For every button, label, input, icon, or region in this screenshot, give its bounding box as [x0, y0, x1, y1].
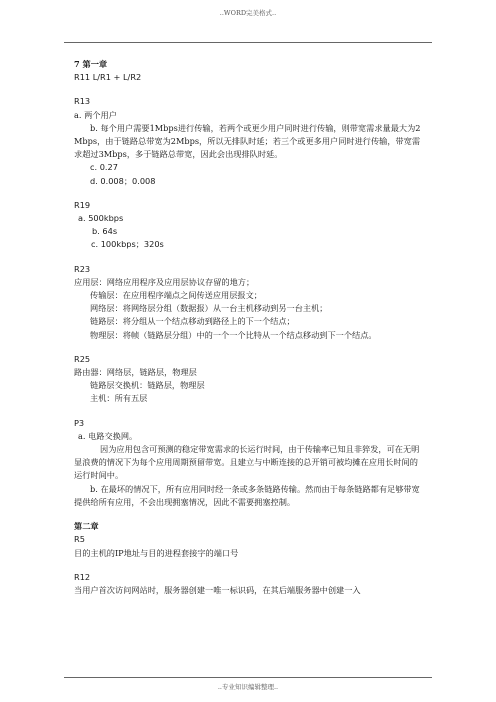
r12-label: R12 — [74, 571, 91, 582]
footer-text: ..专业知识编辑整理.. — [217, 683, 279, 691]
r25-switch: 链路层交换机：链路层，物理层 — [90, 380, 205, 391]
header-text: ..WORD完美格式.. — [219, 9, 277, 17]
r23-application-layer: 应用层：网络应用程序及应用层协议存留的地方； — [74, 276, 255, 287]
r5-answer: 目的主机的IP地址与目的进程套接字的端口号 — [74, 547, 239, 558]
r23-network-layer: 网络层：将网络层分组（数据报）从一台主机移动到另一台主机； — [90, 303, 328, 314]
r23-link-layer: 链路层：将分组从一个结点移动到路径上的下一个结点； — [90, 316, 295, 327]
r12-answer: 当用户首次访问网站时，服务器创建一唯一标识码，在其后端服务器中创建一入 — [74, 584, 361, 595]
p3-part-a-body: 因为应用包含可预测的稳定带宽需求的长运行时间，由于传输率已知且非猝发，可在无明显浪费的情况下为每个应用周期预留带宽。且建立与中断连接的总开销可被均摊在应用长时间的运行时间中。 — [74, 444, 420, 481]
r19-part-c: c. 100kbps；320s — [91, 239, 164, 250]
document-body — [74, 58, 424, 597]
r13-part-a: a. 两个用户 — [74, 109, 117, 120]
chapter-2-title: 第二章 — [74, 521, 99, 532]
chapter-1-title: 7 第一章 — [74, 59, 108, 69]
r23-label: R23 — [74, 263, 91, 274]
r13-part-d: d. 0.008；0.008 — [90, 175, 156, 186]
footer-rule — [64, 677, 432, 678]
r19-part-a: a. 500kbps — [78, 213, 124, 224]
page-footer — [0, 677, 496, 702]
r5-label: R5 — [74, 534, 85, 545]
r19-part-b: b. 64s — [92, 226, 118, 237]
p3-part-b: b. 在最坏的情况下，所有应用同时经一条或多条链路传输。然而由于每条链路都有足够带宽提供给所有应用，不会出现拥塞情况，因此不需要拥塞控制。 — [74, 483, 420, 507]
r13-part-c: c. 0.27 — [90, 162, 118, 173]
r23-transport-layer: 传输层：在应用程序端点之间传送应用层报文； — [90, 290, 262, 301]
page-header — [0, 0, 496, 46]
r13-label: R13 — [74, 96, 91, 107]
r25-host: 主机：所有五层 — [90, 393, 148, 404]
r13-part-b: b. 每个用户需要1Mbps进行传输，若两个或更少用户同时进行传输，则带宽需求量最大为2Mbps，由于链路总带宽为2Mbps，所以无排队时延；若三个或更多用户同时进行传输，带宽需求超过3Mbps，多于链路总带宽，因此会出现排队时延。 — [74, 122, 421, 160]
r25-label: R25 — [74, 353, 91, 364]
p3-label: P3 — [74, 417, 85, 428]
p3-part-a: a. 电路交换网。 — [78, 430, 138, 441]
header-rule — [64, 42, 432, 43]
r11-answer: R11 L/R1 + L/R2 — [74, 72, 142, 83]
r25-router: 路由器：网络层，链路层，物理层 — [74, 367, 197, 378]
r23-physical-layer: 物理层：将帧（链路层分组）中的一个一个比特从一个结点移动到下一个结点。 — [90, 329, 377, 340]
r19-label: R19 — [74, 199, 91, 210]
